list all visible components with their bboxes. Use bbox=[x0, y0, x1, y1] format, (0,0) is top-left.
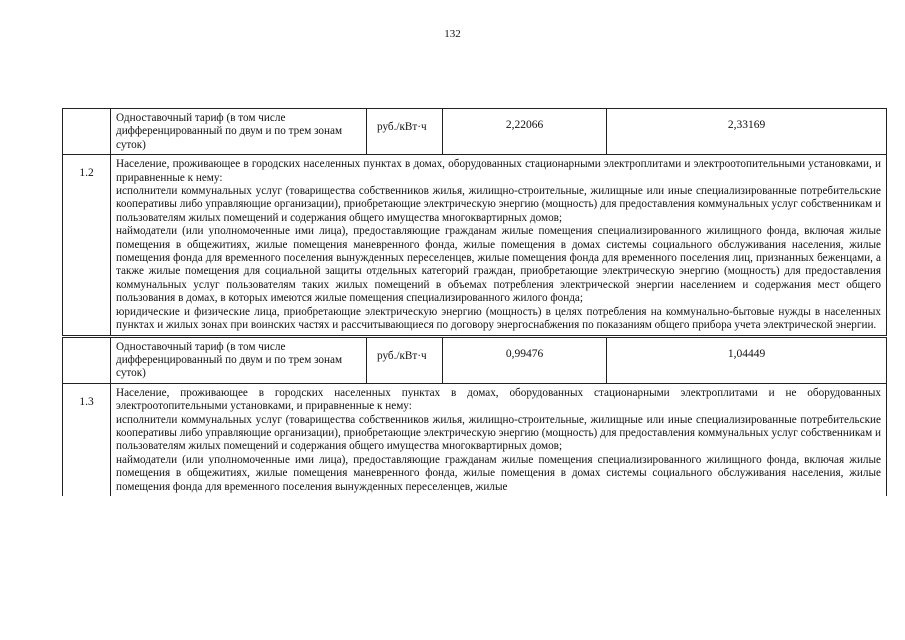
section-paragraph: исполнители коммунальных услуг (товарищества собственников жилья, жилищно-строительные, жилищные или иные специализированные потребительские кооперативы либо управляющие организации), приобретающие электрическую энергию (мощность) для предоставления коммунальных услуг собственникам и пользователям жилых помещений и содержания общего имущества многоквартирных домов; bbox=[116, 185, 881, 224]
section-paragraph: наймодатели (или уполномоченные ими лица), предоставляющие гражданам жилые помещения специализированного жилищного фонда, включая жилые помещения в общежитиях, жилые помещения маневренного фонда, жилые помещения в домах системы социального обслуживания населения, жилые помещения фонда для временного поселения вынужденных переселенцев, жилые bbox=[116, 453, 881, 493]
tariff-unit: руб./кВт·ч bbox=[367, 109, 443, 155]
tariff-value-1: 2,22066 bbox=[443, 109, 607, 155]
section-paragraph: наймодатели (или уполномоченные ими лица), предоставляющие гражданам жилые помещения специализированного жилищного фонда, включая жилые помещения в общежитиях, жилые помещения маневренного фонда, жилые помещения в домах системы социального обслуживания населения, жилые помещения фонда для временного поселения вынужденных переселенцев, жилые помещения фонда для временного поселения лиц, признанных беженцами, а также жилые помещения для социальной защиты отдельных категорий граждан, приобретающие электрическую энергию (мощность) для предоставления коммунальных услуг пользователям таких жилых помещений в объемах потребления электрической энергии населением и содержания мест общего пользования в домах, в которых имеются жилые помещения специализированного жилого фонда; bbox=[116, 225, 881, 305]
section-row bbox=[63, 383, 887, 496]
tariff-description: Одноставочный тариф (в том числе дифференцированный по двум и по трем зонам суток) bbox=[111, 109, 367, 155]
section-paragraph: юридические и физические лица, приобретающие электрическую энергию (мощность) в целях потребления на коммунально-бытовые нужды в населенных пунктах и жилых зонах при воинских частях и рассчитывающиеся по договору энергоснабжения по показаниям общего прибора учета электрической энергии. bbox=[116, 305, 881, 332]
section-description bbox=[111, 383, 887, 496]
tariff-value-1: 0,99476 bbox=[443, 336, 607, 383]
section-paragraph: Население, проживающее в городских населенных пунктах в домах, оборудованных стационарными электроплитами и не оборудованных электроотопительными установками, и приравненные к нему: bbox=[116, 386, 881, 413]
tariff-description: Одноставочный тариф (в том числе дифференцированный по двум и по трем зонам суток) bbox=[111, 336, 367, 383]
tariff-value-2: 1,04449 bbox=[607, 336, 887, 383]
tariff-unit: руб./кВт·ч bbox=[367, 336, 443, 383]
page-number: 132 bbox=[444, 28, 461, 40]
tariff-row bbox=[63, 109, 887, 155]
section-number: 1.2 bbox=[63, 155, 111, 336]
tariff-table bbox=[62, 108, 887, 496]
tariff-value-2: 2,33169 bbox=[607, 109, 887, 155]
section-paragraph: исполнители коммунальных услуг (товарищества собственников жилья, жилищно-строительные, жилищные или иные специализированные потребительские кооперативы либо управляющие организации), приобретающие электрическую энергию (мощность) для предоставления коммунальных услуг собственникам и пользователям жилых помещений и содержания общего имущества многоквартирных домов; bbox=[116, 413, 881, 453]
row-number bbox=[63, 336, 111, 383]
tariff-row bbox=[63, 336, 887, 383]
row-number bbox=[63, 109, 111, 155]
section-number: 1.3 bbox=[63, 383, 111, 496]
section-description bbox=[111, 155, 887, 336]
section-row bbox=[63, 155, 887, 336]
section-paragraph: Население, проживающее в городских населенных пунктах в домах, оборудованных стационарными электроплитами и электроотопительными установками, и приравненные к нему: bbox=[116, 158, 881, 184]
